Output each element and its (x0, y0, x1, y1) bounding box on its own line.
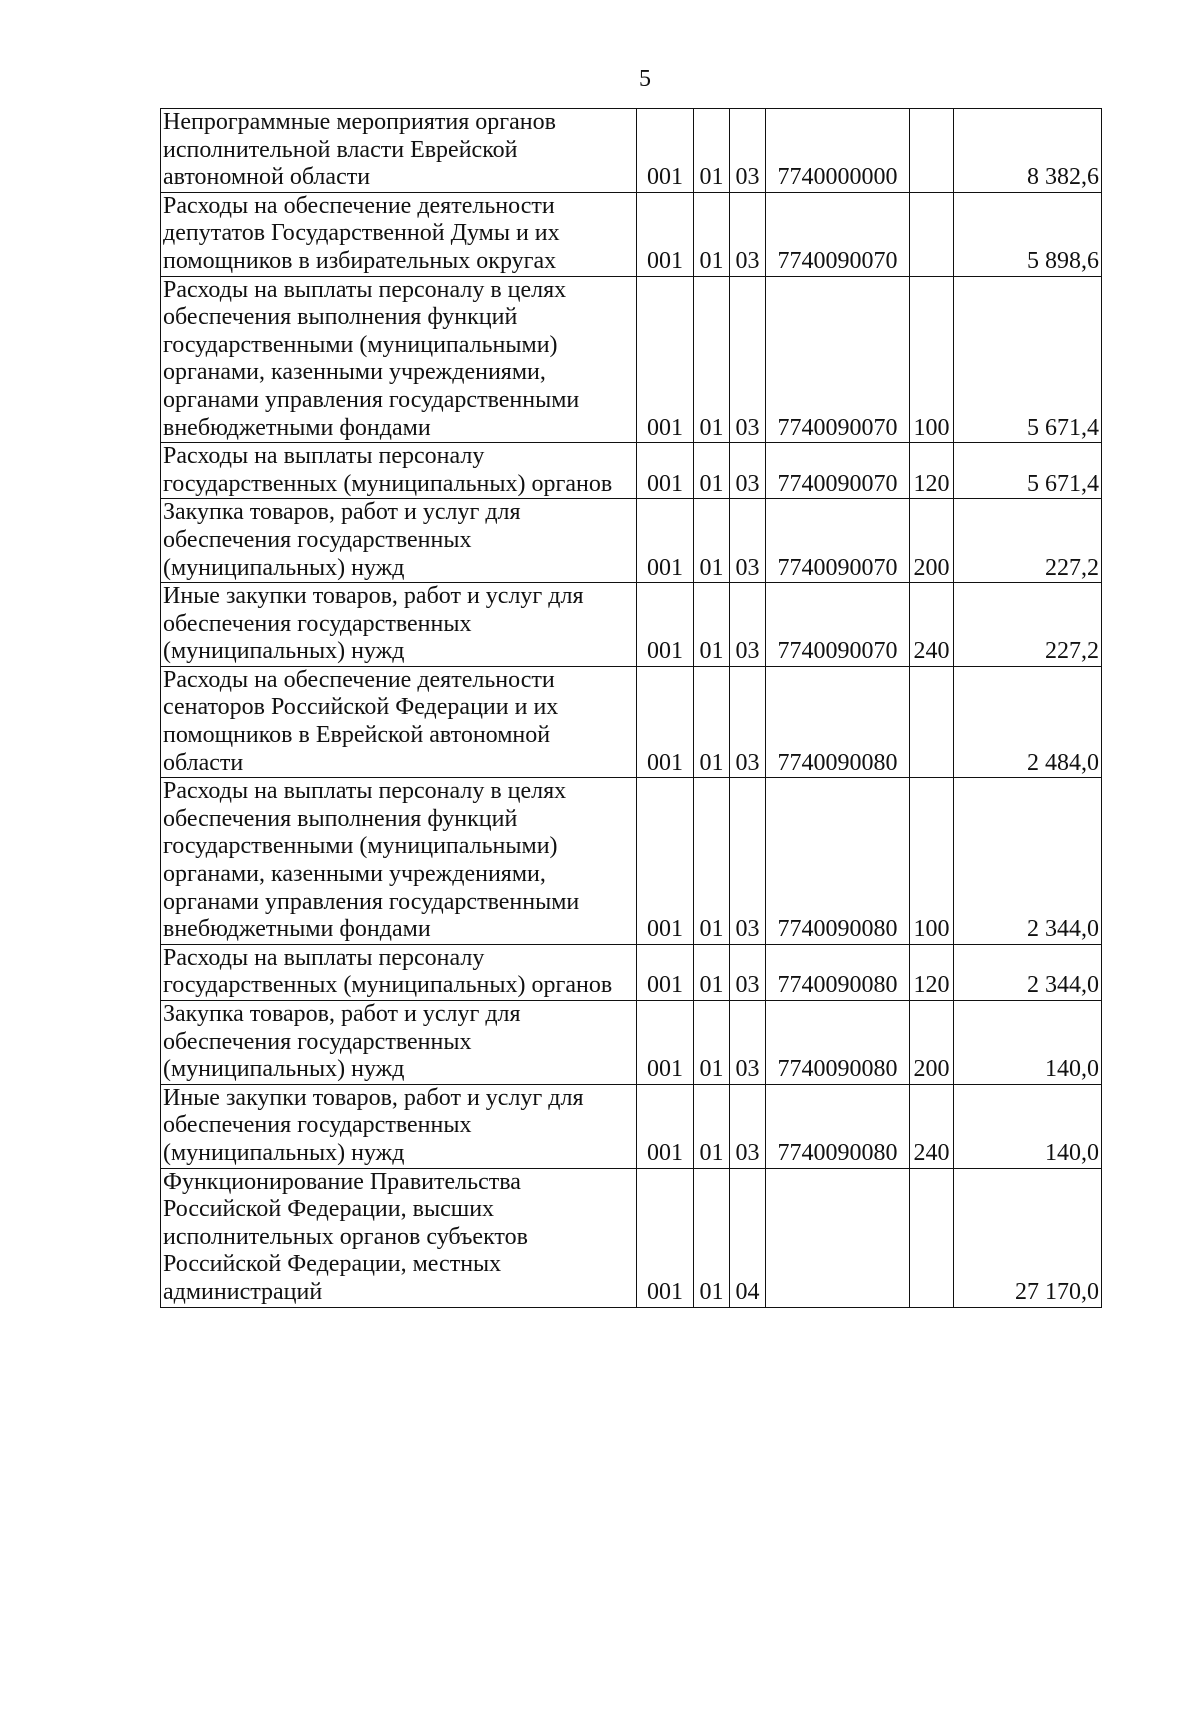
subsection-code: 03 (730, 666, 766, 777)
section-code: 01 (694, 499, 730, 583)
subsection-code: 03 (730, 499, 766, 583)
amount: 140,0 (954, 1001, 1102, 1085)
subsection-code: 03 (730, 944, 766, 1000)
expense-type-code: 200 (910, 499, 954, 583)
amount: 2 344,0 (954, 944, 1102, 1000)
section-code: 01 (694, 1001, 730, 1085)
row-name: Расходы на выплаты персоналу в целях обеспечения выполнения функций государственными (муниципальными) органами, казенными учреждениями, органами управления государственными внебюджетными фондами (161, 778, 637, 945)
row-name: Функционирование Правительства Российской Федерации, высших исполнительных органов субъектов Российской Федерации, местных администраций (161, 1168, 637, 1307)
target-article-code: 7740090080 (766, 1084, 910, 1168)
row-name: Расходы на выплаты персоналу в целях обеспечения выполнения функций государственными (муниципальными) органами, казенными учреждениями, органами управления государственными внебюджетными фондами (161, 276, 637, 443)
expense-type-code (910, 109, 954, 193)
subsection-code: 03 (730, 443, 766, 499)
table-row (161, 109, 1102, 193)
row-name: Расходы на выплаты персоналу государственных (муниципальных) органов (161, 443, 637, 499)
subsection-code: 03 (730, 1084, 766, 1168)
table-row (161, 443, 1102, 499)
expense-type-code (910, 666, 954, 777)
section-code: 01 (694, 1168, 730, 1307)
row-name: Закупка товаров, работ и услуг для обеспечения государственных (муниципальных) нужд (161, 1001, 637, 1085)
ministry-code: 001 (637, 109, 694, 193)
subsection-code: 03 (730, 1001, 766, 1085)
target-article-code: 7740090070 (766, 276, 910, 443)
subsection-code: 03 (730, 583, 766, 667)
subsection-code: 04 (730, 1168, 766, 1307)
table-row (161, 944, 1102, 1000)
ministry-code: 001 (637, 443, 694, 499)
table-row (161, 778, 1102, 945)
expense-type-code: 100 (910, 778, 954, 945)
ministry-code: 001 (637, 666, 694, 777)
section-code: 01 (694, 276, 730, 443)
expense-type-code: 200 (910, 1001, 954, 1085)
target-article-code: 7740090080 (766, 1001, 910, 1085)
table-row (161, 1168, 1102, 1307)
expense-type-code (910, 192, 954, 276)
expense-type-code: 120 (910, 944, 954, 1000)
amount: 5 898,6 (954, 192, 1102, 276)
ministry-code: 001 (637, 778, 694, 945)
expense-type-code: 100 (910, 276, 954, 443)
amount: 8 382,6 (954, 109, 1102, 193)
ministry-code: 001 (637, 944, 694, 1000)
row-name: Иные закупки товаров, работ и услуг для обеспечения государственных (муниципальных) нужд (161, 583, 637, 667)
target-article-code: 7740090070 (766, 443, 910, 499)
amount: 2 484,0 (954, 666, 1102, 777)
table-row (161, 499, 1102, 583)
table-row (161, 192, 1102, 276)
target-article-code: 7740090080 (766, 666, 910, 777)
target-article-code: 7740090080 (766, 944, 910, 1000)
budget-table-body (161, 109, 1102, 1308)
section-code: 01 (694, 666, 730, 777)
amount: 27 170,0 (954, 1168, 1102, 1307)
ministry-code: 001 (637, 1001, 694, 1085)
expense-type-code: 120 (910, 443, 954, 499)
subsection-code: 03 (730, 778, 766, 945)
ministry-code: 001 (637, 583, 694, 667)
amount: 227,2 (954, 499, 1102, 583)
amount: 2 344,0 (954, 778, 1102, 945)
ministry-code: 001 (637, 1084, 694, 1168)
target-article-code: 7740000000 (766, 109, 910, 193)
expense-type-code (910, 1168, 954, 1307)
row-name: Иные закупки товаров, работ и услуг для обеспечения государственных (муниципальных) нужд (161, 1084, 637, 1168)
section-code: 01 (694, 944, 730, 1000)
row-name: Расходы на выплаты персоналу государственных (муниципальных) органов (161, 944, 637, 1000)
row-name: Расходы на обеспечение деятельности сенаторов Российской Федерации и их помощников в Еврейской автономной области (161, 666, 637, 777)
page-number: 5 (639, 66, 651, 92)
section-code: 01 (694, 583, 730, 667)
amount: 5 671,4 (954, 443, 1102, 499)
target-article-code: 7740090080 (766, 778, 910, 945)
expense-type-code: 240 (910, 1084, 954, 1168)
table-row (161, 276, 1102, 443)
amount: 140,0 (954, 1084, 1102, 1168)
ministry-code: 001 (637, 499, 694, 583)
target-article-code: 7740090070 (766, 192, 910, 276)
target-article-code: 7740090070 (766, 499, 910, 583)
row-name: Закупка товаров, работ и услуг для обеспечения государственных (муниципальных) нужд (161, 499, 637, 583)
subsection-code: 03 (730, 276, 766, 443)
ministry-code: 001 (637, 1168, 694, 1307)
table-row (161, 583, 1102, 667)
expense-type-code: 240 (910, 583, 954, 667)
section-code: 01 (694, 443, 730, 499)
section-code: 01 (694, 778, 730, 945)
row-name: Расходы на обеспечение деятельности депутатов Государственной Думы и их помощников в избирательных округах (161, 192, 637, 276)
section-code: 01 (694, 192, 730, 276)
amount: 227,2 (954, 583, 1102, 667)
ministry-code: 001 (637, 192, 694, 276)
subsection-code: 03 (730, 109, 766, 193)
row-name: Непрограммные мероприятия органов исполнительной власти Еврейской автономной области (161, 109, 637, 193)
table-row (161, 1084, 1102, 1168)
table-row (161, 666, 1102, 777)
target-article-code (766, 1168, 910, 1307)
target-article-code: 7740090070 (766, 583, 910, 667)
section-code: 01 (694, 1084, 730, 1168)
table-row (161, 1001, 1102, 1085)
budget-table (160, 108, 1102, 1308)
ministry-code: 001 (637, 276, 694, 443)
amount: 5 671,4 (954, 276, 1102, 443)
section-code: 01 (694, 109, 730, 193)
subsection-code: 03 (730, 192, 766, 276)
